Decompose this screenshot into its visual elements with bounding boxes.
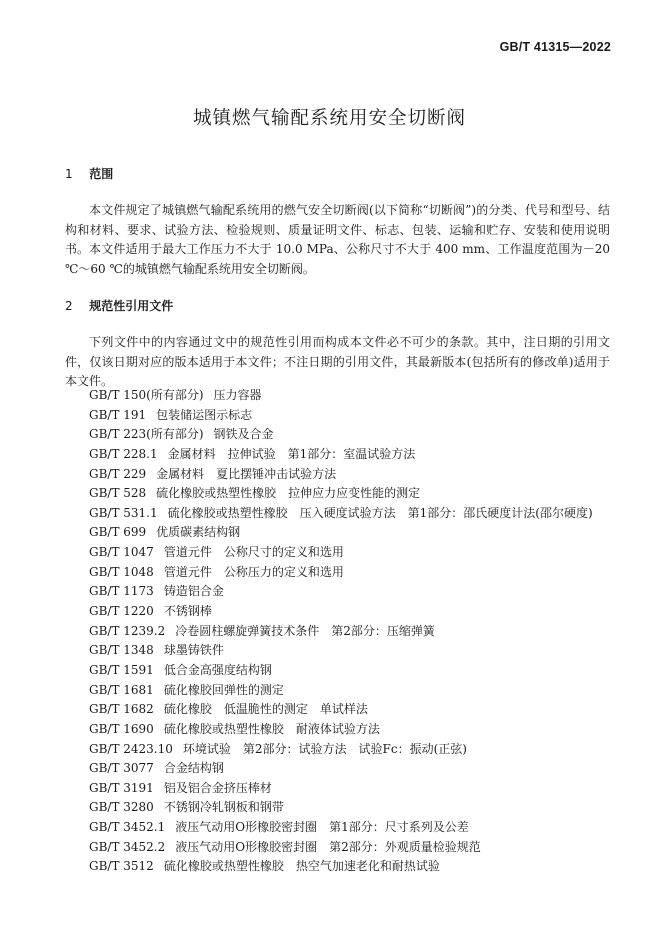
reference-title: 合金结构钢 [163,761,224,776]
reference-title: 液压气动用O形橡胶密封圈 第1部分：尺寸系列及公差 [175,820,469,835]
reference-code: GB/T 191 [89,407,147,422]
reference-title: 铝及铝合金挤压棒材 [163,780,272,795]
reference-item [89,622,593,642]
reference-code: GB/T 3512 [89,859,154,874]
section-number: 1 [65,167,73,181]
reference-title: 包装储运图示标志 [156,407,253,422]
reference-item [89,720,593,740]
reference-title: 硫化橡胶或热塑性橡胶 耐液体试验方法 [163,721,380,736]
document-title: 城镇燃气输配系统用安全切断阀 [192,108,466,129]
reference-item [89,740,593,760]
reference-item [89,779,593,799]
reference-title: 管道元件 公称压力的定义和选用 [163,564,344,579]
reference-title: 液压气动用O形橡胶密封圈 第2部分：外观质量检验规范 [175,839,481,854]
section-title: 规范性引用文件 [89,299,174,313]
reference-code: GB/T 3077 [89,761,154,776]
reference-code: GB/T 1591 [89,662,154,677]
section-heading-scope [65,165,113,182]
reference-item [89,838,593,858]
reference-code: GB/T 228.1 [89,446,158,461]
reference-code: GB/T 2423.10 [89,741,173,756]
reference-title: 金属材料 拉伸试验 第1部分：室温试验方法 [167,446,416,461]
standard-code: GB/T 41315—2022 [499,40,611,54]
reference-code: GB/T 1681 [89,682,154,697]
reference-code: GB/T 3280 [89,800,154,815]
reference-code: GB/T 1173 [89,584,154,599]
reference-item [89,425,593,445]
reference-item [89,681,593,701]
reference-title: 硫化橡胶 低温脆性的测定 单试样法 [163,702,368,717]
reference-code: GB/T 3452.2 [89,839,166,854]
scope-paragraph-2: 本文件适用于最大工作压力不大于 10.0 MPa、公称尺寸不大于 400 mm、工作温度范围为－20 ℃～60 ℃的城镇燃气输配系统用安全切断阀。 [65,242,610,276]
reference-title: 压力容器 [213,388,262,402]
reference-item [89,798,593,818]
reference-title: 金属材料 夏比摆锤冲击试验方法 [156,466,337,481]
reference-title: 不锈钢棒 [163,604,212,619]
reference-item [89,857,593,877]
reference-code: GB/T 223(所有部分) [89,427,204,442]
section-heading-normative-references [65,297,173,314]
reference-code: GB/T 1690 [89,721,154,736]
reference-item [89,759,593,779]
reference-item [89,661,593,681]
reference-item [89,465,593,485]
reference-title: 环境试验 第2部分：试验方法 试验Fc：振动(正弦) [182,741,467,756]
reference-title: 铸造铝合金 [163,584,224,599]
reference-item [89,543,593,563]
reference-title: 优质碳素结构钢 [156,525,241,540]
reference-code: GB/T 531.1 [89,505,158,520]
reference-item [89,563,593,583]
reference-code: GB/T 1239.2 [89,623,166,638]
reference-title: 硫化橡胶回弹性的测定 [163,682,284,697]
reference-item [89,523,593,543]
reference-title: 管道元件 公称尺寸的定义和选用 [163,545,344,560]
reference-title: 冷卷圆柱螺旋弹簧技术条件 第2部分：压缩弹簧 [175,623,435,638]
reference-code: GB/T 229 [89,466,147,481]
reference-list [89,386,593,877]
references-intro-paragraph: 下列文件中的内容通过文中的规范性引用而构成本文件必不可少的条款。其中，注日期的引用文件，仅该日期对应的版本适用于本文件；不注日期的引用文件，其最新版本(包括所有的修改单)适用于本文件。 [65,335,610,389]
reference-code: GB/T 1048 [89,564,154,579]
reference-item [89,582,593,602]
reference-code: GB/T 150(所有部分) [89,388,204,402]
section-title: 范围 [89,167,114,181]
reference-item [89,445,593,465]
reference-title: 不锈钢冷轧钢板和钢带 [163,800,284,815]
reference-code: GB/T 1348 [89,643,154,658]
reference-title: 硫化橡胶或热塑性橡胶 压入硬度试验方法 第1部分：邵氏硬度计法(邵尔硬度) [167,505,593,520]
reference-title: 钢铁及合金 [213,427,274,442]
reference-code: GB/T 1682 [89,702,154,717]
scope-paragraph-1: 本文件规定了城镇燃气输配系统用的燃气安全切断阀(以下简称“切断阀”)的分类、代号和型号、结构和材料、要求、试验方法、检验规则、质量证明文件、标志、包装、运输和贮存、安装和使用说明书。 [65,203,610,257]
reference-item [89,641,593,661]
reference-item [89,406,593,426]
reference-title: 硫化橡胶或热塑性橡胶 热空气加速老化和耐热试验 [163,859,440,874]
reference-code: GB/T 1220 [89,604,154,619]
reference-item [89,700,593,720]
reference-title: 硫化橡胶或热塑性橡胶 拉伸应力应变性能的测定 [156,486,421,501]
reference-code: GB/T 3452.1 [89,820,166,835]
reference-item [89,484,593,504]
reference-code: GB/T 699 [89,525,147,540]
reference-item [89,818,593,838]
reference-code: GB/T 1047 [89,545,154,560]
reference-code: GB/T 3191 [89,780,154,795]
reference-code: GB/T 528 [89,486,147,501]
reference-item [89,386,593,406]
reference-item [89,504,593,524]
reference-title: 低合金高强度结构钢 [163,662,272,677]
reference-item [89,602,593,622]
reference-title: 球墨铸铁件 [163,643,224,658]
section-number: 2 [65,299,73,313]
